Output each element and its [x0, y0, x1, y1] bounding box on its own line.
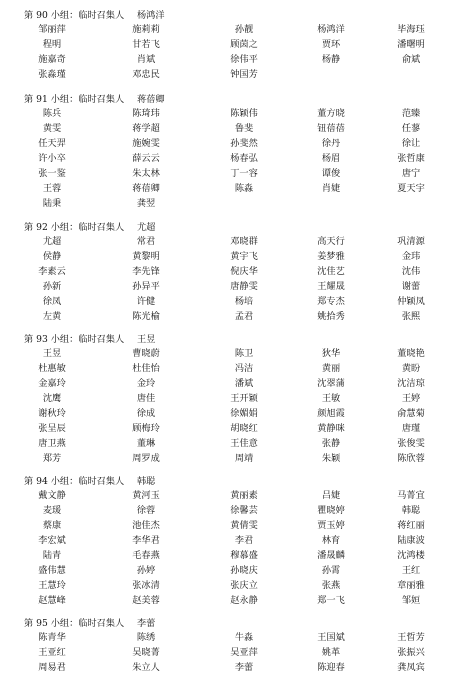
member-row: [0, 346, 457, 361]
member-name: 沈伟: [401, 266, 421, 277]
member-name: 侯静: [42, 251, 62, 262]
member-row: [0, 503, 457, 518]
member-name: 毕海珏: [397, 24, 425, 35]
member-name: 李宏斌: [38, 535, 66, 546]
member-row: [0, 196, 457, 211]
member-name: 徐蓉: [136, 505, 156, 516]
group-header: [0, 221, 457, 234]
member-name: 颜旭霞: [317, 408, 345, 419]
member-name: 陈淼: [234, 183, 254, 194]
member-row: [0, 630, 457, 645]
member-name: 胡晓红: [230, 423, 258, 434]
member-name: 李华君: [132, 535, 160, 546]
member-name: 张淼瑾: [38, 69, 66, 80]
member-name: 顾梅玲: [132, 423, 160, 434]
member-name: 丁一容: [230, 168, 258, 179]
member-name: 吕婕: [321, 490, 341, 501]
member-name: 沈佳艺: [317, 266, 345, 277]
member-name: 孙斐然: [230, 138, 258, 149]
member-row: [0, 376, 457, 391]
member-name: 陆青: [42, 550, 62, 561]
member-name: 沈鹰: [42, 393, 62, 404]
member-name: 孙晓庆: [230, 565, 258, 576]
member-name: 蔡康: [42, 520, 62, 531]
member-name: 薛云云: [132, 153, 160, 164]
group-title: 第 91 小组：临时召集人: [24, 94, 125, 105]
member-name: 毛春燕: [132, 550, 160, 561]
member-name: 董方晓: [317, 108, 345, 119]
member-name: 郑一飞: [317, 595, 345, 606]
member-name: 施婉雯: [132, 138, 160, 149]
member-name: 曹晓蔚: [132, 348, 160, 359]
member-name: 赵永静: [230, 595, 258, 606]
member-row: [0, 52, 457, 67]
member-row: [0, 518, 457, 533]
member-name: 贾玉婷: [317, 520, 345, 531]
member-name: 肖斌: [136, 54, 156, 65]
member-name: 范臻: [401, 108, 421, 119]
member-name: 沈翠蒲: [317, 378, 345, 389]
member-name: 姚革: [321, 647, 341, 658]
member-name: 陈欣蓉: [397, 453, 425, 464]
group-title: 第 95 小组：临时召集人: [24, 618, 125, 629]
member-name: 夏天宇: [397, 183, 425, 194]
member-row: [0, 436, 457, 451]
member-name: 黄宇飞: [230, 251, 258, 262]
member-name: 黄丽: [321, 363, 341, 374]
member-name: 张哲康: [397, 153, 425, 164]
member-name: 俞斌: [401, 54, 421, 65]
member-name: 黄黎明: [132, 251, 160, 262]
member-row: [0, 264, 457, 279]
member-name: 陈琦玮: [132, 108, 160, 119]
member-row: [0, 279, 457, 294]
member-name: 马菁宜: [397, 490, 425, 501]
member-row: [0, 151, 457, 166]
member-name: 邓晓群: [230, 236, 258, 247]
member-name: 朱太林: [132, 168, 160, 179]
member-name: 朱颖: [321, 453, 341, 464]
member-name: 黄雯: [42, 123, 62, 134]
member-name: 蒋学超: [132, 123, 160, 134]
member-name: 王国斌: [317, 632, 345, 643]
member-row: [0, 294, 457, 309]
member-name: 陈兵: [42, 108, 62, 119]
member-name: 黄河玉: [132, 490, 160, 501]
member-name: 周靖: [234, 453, 254, 464]
member-name: 孙婷: [136, 565, 156, 576]
member-name: 唐静雯: [230, 281, 258, 292]
member-name: 杨鸿洋: [317, 24, 345, 35]
member-row: [0, 645, 457, 660]
member-name: 谭俊: [321, 168, 341, 179]
member-name: 黄静咪: [317, 423, 345, 434]
member-name: 陈颖伟: [230, 108, 258, 119]
member-row: [0, 67, 457, 82]
member-name: 李君: [234, 535, 254, 546]
group-block: [0, 9, 457, 82]
group-leader: 韩聪: [137, 476, 156, 487]
member-name: 池佳杰: [132, 520, 160, 531]
member-name: 瞿晓婷: [317, 505, 345, 516]
member-row: [0, 309, 457, 324]
member-name: 郑芳: [42, 453, 62, 464]
group-header: [0, 93, 457, 106]
member-name: 王亚红: [38, 647, 66, 658]
member-row: [0, 533, 457, 548]
member-name: 黄丽素: [230, 490, 258, 501]
group-header: [0, 333, 457, 346]
member-name: 沈洁琼: [397, 378, 425, 389]
member-name: 程明: [42, 39, 62, 50]
member-name: 俞慧菊: [397, 408, 425, 419]
member-name: 唐宁: [401, 168, 421, 179]
member-name: 张冰清: [132, 580, 160, 591]
member-name: 金玲: [136, 378, 156, 389]
member-name: 陈卫: [234, 348, 254, 359]
member-name: 姜梦雅: [317, 251, 345, 262]
member-name: 张燕: [321, 580, 341, 591]
group-leader: 王昱: [137, 334, 156, 345]
member-name: 巩清源: [397, 236, 425, 247]
member-name: 钮蓓蓓: [317, 123, 345, 134]
group-title: 第 93 小组：临时召集人: [24, 334, 125, 345]
group-leader: 杨鸿洋: [137, 10, 165, 21]
member-name: 金嘉玲: [38, 378, 66, 389]
member-row: [0, 660, 457, 675]
member-name: 蒋蓓卿: [132, 183, 160, 194]
member-name: 施莉莉: [132, 24, 160, 35]
member-name: 穆慕盛: [230, 550, 258, 561]
member-name: 徐伟平: [230, 54, 258, 65]
member-name: 杨静: [321, 54, 341, 65]
member-name: 张庆立: [230, 580, 258, 591]
member-name: 谢蕾: [401, 281, 421, 292]
member-row: [0, 391, 457, 406]
member-row: [0, 593, 457, 608]
group-header: [0, 617, 457, 630]
member-name: 尤超: [42, 236, 62, 247]
member-name: 潘斌: [234, 378, 254, 389]
member-name: 吴晓菁: [132, 647, 160, 658]
member-name: 潘晟麟: [317, 550, 345, 561]
member-name: 潘曙明: [397, 39, 425, 50]
member-row: [0, 249, 457, 264]
member-name: 常君: [136, 236, 156, 247]
member-name: 杜惠敏: [38, 363, 66, 374]
group-header: [0, 9, 457, 22]
group-block: [0, 475, 457, 608]
member-name: 任蓼: [401, 123, 421, 134]
member-name: 王蓉: [42, 183, 62, 194]
member-name: 龚凤宾: [397, 662, 425, 673]
group-title: 第 90 小组：临时召集人: [24, 10, 125, 21]
member-name: 徐成: [136, 408, 156, 419]
member-name: 陈光榆: [132, 311, 160, 322]
member-name: 朱立人: [132, 662, 160, 673]
member-row: [0, 451, 457, 466]
member-name: 张一鉴: [38, 168, 66, 179]
member-name: 狄华: [321, 348, 341, 359]
member-name: 孟君: [234, 311, 254, 322]
member-name: 张呈辰: [38, 423, 66, 434]
member-name: 鲁斐: [234, 123, 254, 134]
member-name: 邹丽萍: [38, 24, 66, 35]
member-name: 徐丹: [321, 138, 341, 149]
member-name: 孙霄: [321, 565, 341, 576]
member-name: 王佳意: [230, 438, 258, 449]
member-name: 郑专杰: [317, 296, 345, 307]
member-row: [0, 563, 457, 578]
member-row: [0, 406, 457, 421]
member-name: 贾环: [321, 39, 341, 50]
member-name: 黄盼: [401, 363, 421, 374]
member-name: 许健: [136, 296, 156, 307]
member-name: 唐瑾: [401, 423, 421, 434]
member-name: 徐馨芸: [230, 505, 258, 516]
member-name: 杨眉: [321, 153, 341, 164]
member-name: 林育: [321, 535, 341, 546]
member-name: 王慧玲: [38, 580, 66, 591]
member-name: 董琳: [136, 438, 156, 449]
member-name: 陆康波: [397, 535, 425, 546]
member-row: [0, 106, 457, 121]
member-name: 许小卒: [38, 153, 66, 164]
member-row: [0, 421, 457, 436]
member-name: 韩聪: [401, 505, 421, 516]
member-name: 邹姮: [401, 595, 421, 606]
member-name: 王婷: [401, 393, 421, 404]
member-row: [0, 361, 457, 376]
member-name: 金玮: [401, 251, 421, 262]
member-row: [0, 121, 457, 136]
member-name: 牛淼: [234, 632, 254, 643]
member-name: 肖婕: [321, 183, 341, 194]
member-row: [0, 166, 457, 181]
member-name: 沈鸿楼: [397, 550, 425, 561]
member-name: 吴亚萍: [230, 647, 258, 658]
member-name: 陈迎春: [317, 662, 345, 673]
member-name: 张静: [321, 438, 341, 449]
member-name: 王敏: [321, 393, 341, 404]
member-name: 盛伟慧: [38, 565, 66, 576]
member-name: 王开颖: [230, 393, 258, 404]
member-name: 徐媚娟: [230, 408, 258, 419]
member-name: 董晓艳: [397, 348, 425, 359]
member-name: 陈绣: [136, 632, 156, 643]
member-name: 王昱: [42, 348, 62, 359]
group-block: [0, 333, 457, 466]
member-name: 邓忠民: [132, 69, 160, 80]
member-name: 龚翌: [136, 198, 156, 209]
member-name: 唐佳: [136, 393, 156, 404]
member-name: 王晢芳: [397, 632, 425, 643]
member-row: [0, 22, 457, 37]
group-leader: 尤超: [137, 222, 156, 233]
member-row: [0, 234, 457, 249]
member-name: 仲颖凤: [397, 296, 425, 307]
member-name: 戴文静: [38, 490, 66, 501]
member-name: 徐让: [401, 138, 421, 149]
member-row: [0, 488, 457, 503]
member-name: 王耀晟: [317, 281, 345, 292]
member-name: 周易君: [38, 662, 66, 673]
member-name: 陈青华: [38, 632, 66, 643]
group-block: [0, 221, 457, 324]
member-name: 蒋红丽: [397, 520, 425, 531]
member-name: 左黄: [42, 311, 62, 322]
member-name: 徐凤: [42, 296, 62, 307]
member-name: 唐卫燕: [38, 438, 66, 449]
member-name: 冯洁: [234, 363, 254, 374]
member-name: 王红: [401, 565, 421, 576]
member-name: 李蕾: [234, 662, 254, 673]
member-name: 姚拾秀: [317, 311, 345, 322]
member-name: 张振兴: [397, 647, 425, 658]
member-name: 高天行: [317, 236, 345, 247]
member-row: [0, 548, 457, 563]
member-name: 孙新: [42, 281, 62, 292]
group-block: [0, 93, 457, 211]
member-name: 赵慧峰: [38, 595, 66, 606]
member-name: 赵美蓉: [132, 595, 160, 606]
group-header: [0, 475, 457, 488]
member-name: 陆秉: [42, 198, 62, 209]
member-name: 李素云: [38, 266, 66, 277]
member-name: 杨春弘: [230, 153, 258, 164]
group-leader: 李蕾: [137, 618, 156, 629]
member-name: 施嘉奇: [38, 54, 66, 65]
member-name: 黄倩雯: [230, 520, 258, 531]
member-name: 钟国芳: [230, 69, 258, 80]
member-name: 张俊雯: [397, 438, 425, 449]
member-name: 谢秋玲: [38, 408, 66, 419]
group-title: 第 92 小组：临时召集人: [24, 222, 125, 233]
member-name: 顾茵之: [230, 39, 258, 50]
member-name: 孙靓: [234, 24, 254, 35]
member-name: 麦瑗: [42, 505, 62, 516]
member-name: 李先锋: [132, 266, 160, 277]
group-block: [0, 617, 457, 675]
member-name: 张熙: [401, 311, 421, 322]
member-row: [0, 136, 457, 151]
member-row: [0, 578, 457, 593]
member-row: [0, 37, 457, 52]
member-name: 倪庆华: [230, 266, 258, 277]
member-name: 任天羿: [38, 138, 66, 149]
member-name: 杜佳怡: [132, 363, 160, 374]
member-name: 章丽雅: [397, 580, 425, 591]
member-name: 孙异平: [132, 281, 160, 292]
group-title: 第 94 小组：临时召集人: [24, 476, 125, 487]
member-name: 甘若飞: [132, 39, 160, 50]
member-name: 周罗成: [132, 453, 160, 464]
member-name: 杨培: [234, 296, 254, 307]
group-leader: 蒋蓓卿: [137, 94, 165, 105]
member-row: [0, 181, 457, 196]
